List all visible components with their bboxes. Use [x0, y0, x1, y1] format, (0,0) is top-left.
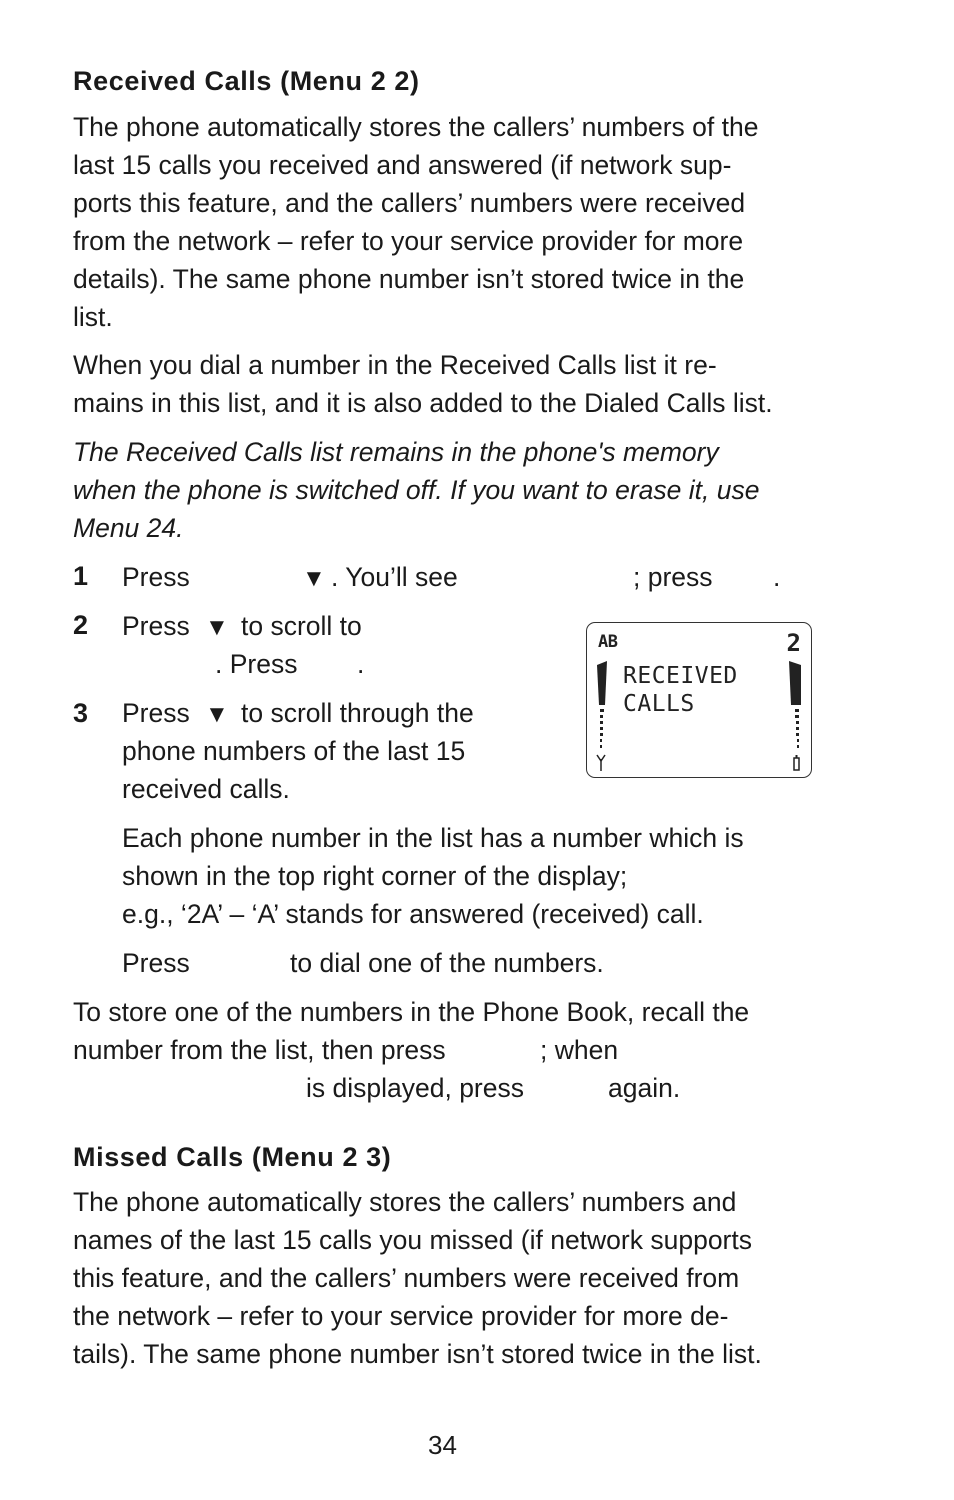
text-line: list.	[73, 302, 113, 332]
text-line: details). The same phone number isn’t stored twice in the	[73, 264, 745, 294]
text-line: number from the list, then press	[73, 1035, 446, 1065]
text-line: ports this feature, and the callers’ numbers were received	[73, 188, 746, 218]
text-line: When you dial a number in the Received Calls list it re-	[73, 350, 717, 380]
text-line: Press	[122, 698, 190, 728]
section-heading-received-calls: Received Calls (Menu 2 2)	[73, 66, 420, 96]
text-line: The phone automatically stores the callers’ numbers of the	[73, 112, 759, 142]
text-line: to scroll to	[241, 611, 362, 641]
step-number: 2	[73, 610, 89, 640]
text-line: The Received Calls list remains in the phone's memory	[73, 437, 719, 467]
text-line: .	[357, 649, 365, 679]
text-line: to scroll through the	[241, 698, 474, 728]
scroll-down-arrow-icon: ▼	[205, 614, 229, 641]
display-line-2: CALLS	[623, 691, 695, 717]
text-line: Press	[122, 948, 190, 978]
text-line: Each phone number in the list has a number which is	[122, 823, 744, 853]
text-line: tails). The same phone number isn’t stored twice in the list.	[73, 1339, 762, 1369]
battery-icon	[794, 755, 799, 770]
text-line: ; press	[633, 562, 713, 592]
text-line: phone numbers of the last 15	[122, 736, 466, 766]
battery-level-bar	[787, 661, 803, 773]
text-line: again.	[608, 1073, 681, 1103]
signal-strength-bar	[595, 661, 611, 773]
text-line: Press	[122, 562, 190, 592]
page-number: 34	[428, 1430, 457, 1460]
text-line: To store one of the numbers in the Phone Book, recall the	[73, 997, 750, 1027]
text-line: Press	[122, 611, 190, 641]
scroll-down-arrow-icon: ▼	[302, 565, 326, 592]
scroll-down-arrow-icon: ▼	[205, 701, 229, 728]
text-line: . You’ll see	[331, 562, 458, 592]
display-line-1: RECEIVED	[623, 663, 738, 689]
text-line: from the network – refer to your service provider for more	[73, 226, 744, 256]
step-number: 3	[73, 698, 89, 728]
phone-display	[586, 622, 812, 778]
text-line: to dial one of the numbers.	[290, 948, 604, 978]
text-line: names of the last 15 calls you missed (if network supports	[73, 1225, 752, 1255]
text-line: last 15 calls you received and answered (if network sup-	[73, 150, 732, 180]
text-line: . Press	[215, 649, 298, 679]
step-number: 1	[73, 561, 89, 591]
text-line: the network – refer to your service provider for more de-	[73, 1301, 729, 1331]
display-menu-index: 2	[786, 629, 801, 657]
text-line: ; when	[540, 1035, 619, 1065]
text-line: is displayed, press	[306, 1073, 524, 1103]
text-line: .	[773, 562, 781, 592]
text-line: e.g., ‘2A’ – ‘A’ stands for answered (received) call.	[122, 899, 704, 929]
text-line: this feature, and the callers’ numbers were received from	[73, 1263, 740, 1293]
text-line: shown in the top right corner of the display;	[122, 861, 628, 891]
text-line: The phone automatically stores the callers’ numbers and	[73, 1187, 737, 1217]
text-line: when the phone is switched off. If you want to erase it, use	[73, 475, 760, 505]
section-heading-missed-calls: Missed Calls (Menu 2 3)	[73, 1142, 392, 1172]
display-mode-indicator: AB	[598, 632, 618, 652]
text-line: received calls.	[122, 774, 290, 804]
text-line: Menu 24.	[73, 513, 184, 543]
text-line: mains in this list, and it is also added to the Dialed Calls list.	[73, 388, 773, 418]
antenna-icon	[597, 755, 605, 771]
